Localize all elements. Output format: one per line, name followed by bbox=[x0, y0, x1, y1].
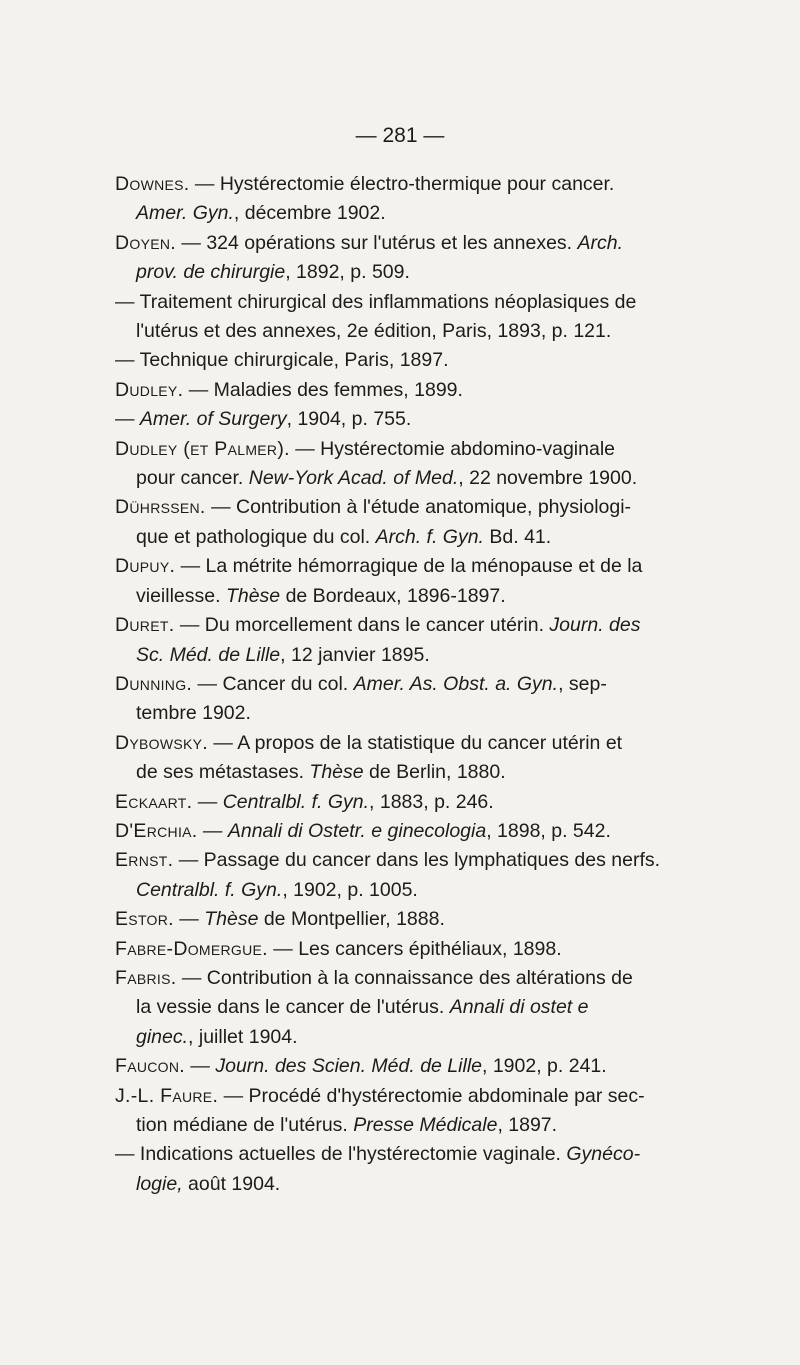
entry-title: Annali di Ostetr. e ginecologia bbox=[227, 819, 487, 842]
entry-line bbox=[115, 699, 715, 728]
entry-text: — La métrite hémorragique de la ménopause et de la bbox=[175, 555, 643, 578]
bibliography-entry bbox=[115, 846, 715, 905]
entry-text: — Traitement chirurgical des inflammations néoplasiques de bbox=[115, 290, 637, 313]
entry-line bbox=[115, 670, 715, 699]
entry-title: Amer. Gyn. bbox=[136, 202, 234, 225]
bibliography-entry bbox=[115, 376, 715, 405]
bibliography-entry bbox=[115, 1052, 715, 1081]
entry-text: — bbox=[192, 790, 223, 813]
entry-title: Arch. f. Gyn. bbox=[375, 525, 484, 548]
entry-line bbox=[115, 817, 715, 846]
entry-author: Dührssen. bbox=[115, 496, 206, 519]
bibliography-entry bbox=[115, 493, 715, 552]
bibliography-entry bbox=[115, 1082, 715, 1141]
entry-title: New-York Acad. of Med. bbox=[248, 467, 459, 490]
bibliography-entry bbox=[115, 964, 715, 1052]
entry-text: , 1902, p. 1005. bbox=[282, 878, 418, 901]
entry-text: — Cancer du col. bbox=[192, 672, 354, 695]
entry-text: — Les cancers épithéliaux, 1898. bbox=[267, 937, 562, 960]
entry-text-tail: Bd. 41. bbox=[483, 525, 552, 548]
entry-text-tail: , 1897. bbox=[497, 1114, 558, 1136]
entry-author: Fabris. bbox=[115, 966, 177, 989]
entry-text: — bbox=[197, 819, 228, 842]
entry-text: — Indications actuelles de l'hystérectomie vaginale. bbox=[115, 1143, 567, 1166]
entry-text: — Technique chirurgicale, Paris, 1897. bbox=[115, 349, 449, 372]
entry-line bbox=[115, 1052, 715, 1081]
entry-author: Dybowsky. bbox=[115, 731, 208, 754]
entry-title: Amer. As. Obst. a. Gyn. bbox=[353, 672, 559, 695]
entry-text: août 1904. bbox=[182, 1172, 281, 1195]
bibliography-entry bbox=[115, 170, 715, 229]
entry-text-tail: , 1898, p. 542. bbox=[486, 819, 611, 842]
entry-text: — Du morcellement dans le cancer utérin. bbox=[174, 614, 550, 637]
entry-title: prov. de chirurgie bbox=[136, 261, 286, 284]
entry-title: logie, bbox=[136, 1172, 183, 1195]
bibliography-entry bbox=[115, 346, 715, 375]
entry-title: Journ. des bbox=[549, 614, 641, 637]
entry-line bbox=[115, 876, 715, 905]
entry-line bbox=[115, 258, 715, 287]
entry-text: la vessie dans le cancer de l'utérus. bbox=[136, 996, 450, 1019]
entry-text: — Maladies des femmes, 1899. bbox=[183, 378, 463, 401]
entry-title: Amer. of Surgery bbox=[139, 408, 287, 431]
entry-text: , décembre 1902. bbox=[233, 202, 386, 225]
entry-author: Faucon. bbox=[115, 1055, 185, 1078]
entry-line bbox=[115, 552, 715, 581]
bibliography-entry bbox=[115, 670, 715, 729]
entry-line bbox=[115, 464, 715, 493]
entry-line bbox=[115, 788, 715, 817]
entry-text: , 1892, p. 509. bbox=[285, 261, 410, 284]
entry-line bbox=[115, 964, 715, 993]
entry-line bbox=[115, 229, 715, 258]
entry-line bbox=[115, 346, 715, 375]
entry-line bbox=[115, 1023, 715, 1052]
entry-line bbox=[115, 641, 715, 670]
entry-line bbox=[115, 1140, 715, 1169]
entry-line bbox=[115, 1170, 715, 1199]
entry-text: — Hystérectomie électro-thermique pour cancer. bbox=[189, 173, 615, 195]
entry-text: — bbox=[173, 908, 205, 931]
entry-line bbox=[115, 905, 715, 934]
entry-line bbox=[115, 611, 715, 640]
entry-text: — bbox=[115, 408, 140, 431]
entry-author: Fabre-Domergue. bbox=[115, 937, 268, 960]
entry-line bbox=[115, 1111, 715, 1140]
bibliography-entry bbox=[115, 405, 715, 434]
entry-title: Thèse bbox=[225, 584, 281, 607]
entry-line bbox=[115, 758, 715, 787]
entry-line bbox=[115, 523, 715, 552]
entry-title: Thèse bbox=[309, 761, 364, 784]
entry-title: Journ. des Scien. Méd. de Lille bbox=[215, 1055, 482, 1078]
entry-author: Dudley. bbox=[115, 378, 184, 401]
entry-text: de ses métastases. bbox=[136, 761, 310, 784]
entry-line bbox=[115, 935, 715, 964]
entry-author: Dunning. bbox=[115, 672, 193, 695]
entry-text-tail: , 22 novembre 1900. bbox=[458, 467, 638, 490]
entry-title: Sc. Méd. de Lille bbox=[136, 643, 281, 666]
entry-text-tail: , sep- bbox=[558, 672, 607, 695]
entry-text-tail: , 1883, p. 246. bbox=[369, 790, 494, 813]
entry-line bbox=[115, 729, 715, 758]
entry-text: tembre 1902. bbox=[136, 702, 251, 725]
bibliography-list bbox=[0, 170, 800, 1199]
bibliography-entry bbox=[115, 817, 715, 846]
entry-text: l'utérus et des annexes, 2e édition, Paris, 1893, p. 121. bbox=[136, 320, 612, 343]
entry-text-tail: de Bordeaux, 1896-1897. bbox=[280, 584, 506, 607]
page-number: — 281 — bbox=[355, 124, 445, 147]
entry-line bbox=[115, 993, 715, 1022]
entry-author: Estor. bbox=[115, 908, 174, 931]
entry-title: Centralbl. f. Gyn. bbox=[222, 790, 370, 813]
entry-line bbox=[115, 435, 715, 464]
bibliography-entry bbox=[115, 435, 715, 494]
entry-text: — bbox=[185, 1055, 216, 1078]
entry-line bbox=[115, 846, 715, 875]
entry-text: — Hystérectomie abdomino-vaginale bbox=[289, 437, 615, 460]
entry-title: ginec. bbox=[136, 1025, 189, 1048]
bibliography-entry bbox=[115, 729, 715, 788]
entry-text: tion médiane de l'utérus. bbox=[136, 1114, 354, 1136]
entry-author: Ernst. bbox=[115, 849, 174, 872]
entry-text-tail: de Montpellier, 1888. bbox=[258, 908, 445, 931]
entry-line bbox=[115, 170, 715, 199]
entry-text-tail: , 1904, p. 755. bbox=[286, 408, 412, 431]
entry-text: , juillet 1904. bbox=[188, 1025, 298, 1048]
entry-text: — 324 opérations sur l'utérus et les annexes. bbox=[175, 231, 578, 254]
bibliography-entry bbox=[115, 788, 715, 817]
entry-text: pour cancer. bbox=[136, 467, 249, 490]
entry-line bbox=[115, 376, 715, 405]
bibliography-entry bbox=[115, 1140, 715, 1199]
entry-author: Doyen. bbox=[115, 231, 176, 254]
bibliography-entry bbox=[115, 288, 715, 347]
entry-title: Thèse bbox=[204, 908, 259, 931]
bibliography-entry bbox=[115, 229, 715, 288]
bibliography-entry bbox=[115, 611, 715, 670]
entry-author: Eckaart. bbox=[115, 790, 193, 813]
entry-line bbox=[115, 288, 715, 317]
entry-text-tail: , 1902, p. 241. bbox=[482, 1055, 607, 1078]
entry-author: Dupuy. bbox=[115, 555, 176, 578]
entry-author: Dudley (et Palmer). bbox=[115, 437, 290, 460]
entry-author: Duret. bbox=[115, 614, 175, 637]
entry-title: Arch. bbox=[577, 231, 624, 254]
bibliography-entry bbox=[115, 552, 715, 611]
entry-text: — A propos de la statistique du cancer utérin et bbox=[208, 731, 623, 754]
entry-text-tail: de Berlin, 1880. bbox=[363, 761, 506, 784]
entry-author: J.-L. Faure. bbox=[115, 1084, 219, 1107]
entry-title: Centralbl. f. Gyn. bbox=[136, 878, 283, 901]
entry-text: vieillesse. bbox=[136, 584, 226, 607]
entry-title: Annali di ostet e bbox=[449, 996, 589, 1019]
entry-title: Presse Médicale bbox=[353, 1114, 498, 1136]
entry-text: — Contribution à la connaissance des altérations de bbox=[176, 966, 633, 989]
bibliography-entry bbox=[115, 935, 715, 964]
entry-text: que et pathologique du col. bbox=[136, 525, 376, 548]
entry-text: — Passage du cancer dans les lymphatiques des nerfs. bbox=[173, 849, 661, 872]
entry-text: , 12 janvier 1895. bbox=[280, 643, 430, 666]
entry-line bbox=[115, 199, 715, 228]
entry-author: Downes. bbox=[115, 173, 190, 195]
entry-line bbox=[115, 405, 715, 434]
entry-line bbox=[115, 582, 715, 611]
entry-author: D'Erchia. bbox=[115, 819, 198, 842]
entry-line bbox=[115, 317, 715, 346]
entry-text: — Contribution à l'étude anatomique, physiologi- bbox=[205, 496, 632, 519]
entry-title: Gynéco- bbox=[566, 1143, 641, 1166]
entry-text: — Procédé d'hystérectomie abdominale par sec- bbox=[218, 1084, 645, 1107]
entry-line bbox=[115, 493, 715, 522]
entry-line bbox=[115, 1082, 715, 1111]
bibliography-entry bbox=[115, 905, 715, 934]
